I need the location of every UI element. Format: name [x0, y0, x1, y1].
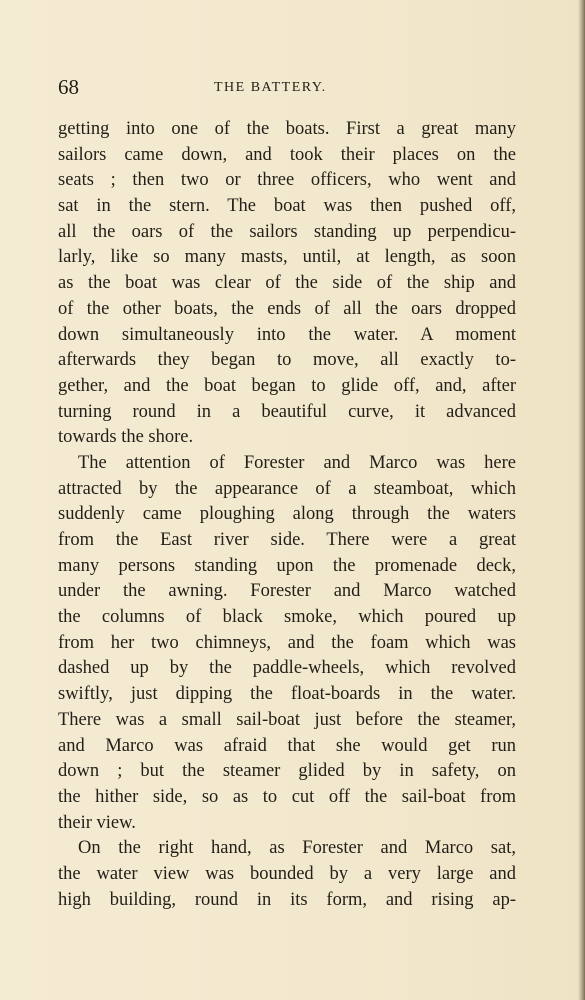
text-line: down ; but the steamer glided by in safety, on: [58, 761, 516, 782]
text-line: and Marco was afraid that she would get run: [58, 735, 516, 756]
text-line: dashed up by the paddle-wheels, which revolved: [58, 658, 516, 679]
page-number: 68: [58, 75, 79, 99]
text-line: as the boat was clear of the side of the ship and: [58, 273, 516, 294]
text-line: gether, and the boat began to glide off, and, after: [58, 375, 516, 396]
page-header: [58, 74, 516, 100]
text-line: afterwards they began to move, all exactly to-: [58, 350, 516, 371]
body-text: [58, 117, 516, 913]
text-line: high building, round in its form, and rising ap-: [58, 889, 516, 910]
text-line: under the awning. Forester and Marco watched: [58, 581, 516, 602]
text-line: sailors came down, and took their places on the: [58, 144, 516, 165]
text-line: suddenly came ploughing along through the waters: [58, 504, 516, 525]
text-line: towards the shore.: [58, 427, 194, 448]
text-line: swiftly, just dipping the float-boards in the water.: [58, 684, 516, 705]
text-line: getting into one of the boats. First a great many: [58, 119, 516, 139]
text-line: turning round in a beautiful curve, it advanced: [58, 401, 516, 422]
text-line: On the right hand, as Forester and Marco sat,: [78, 838, 516, 859]
text-line: many persons standing upon the promenade deck,: [58, 555, 516, 576]
text-line: sat in the stern. The boat was then pushed off,: [58, 196, 516, 217]
text-line: the columns of black smoke, which poured up: [58, 607, 516, 628]
text-line: There was a small sail-boat just before the steamer,: [58, 709, 516, 730]
text-line: of the other boats, the ends of all the oars dropped: [58, 298, 516, 319]
text-line: their view.: [58, 812, 136, 833]
running-title: THE BATTERY.: [214, 80, 327, 95]
text-line: attracted by the appearance of a steamboat, which: [58, 478, 516, 499]
text-line: the water view was bounded by a very large and: [58, 863, 516, 884]
text-line: from her two chimneys, and the foam which was: [58, 632, 516, 653]
text-line: larly, like so many masts, until, at length, as soon: [58, 247, 516, 268]
text-line: The attention of Forester and Marco was here: [78, 452, 516, 473]
text-line: all the oars of the sailors standing up perpendicu-: [58, 221, 516, 242]
text-line: seats ; then two or three officers, who went and: [58, 170, 516, 191]
text-line: from the East river side. There were a great: [58, 530, 516, 550]
text-line: down simultaneously into the water. A moment: [58, 324, 516, 345]
text-line: the hither side, so as to cut off the sail-boat from: [58, 786, 516, 807]
page-edge-shadow: [578, 0, 585, 1000]
